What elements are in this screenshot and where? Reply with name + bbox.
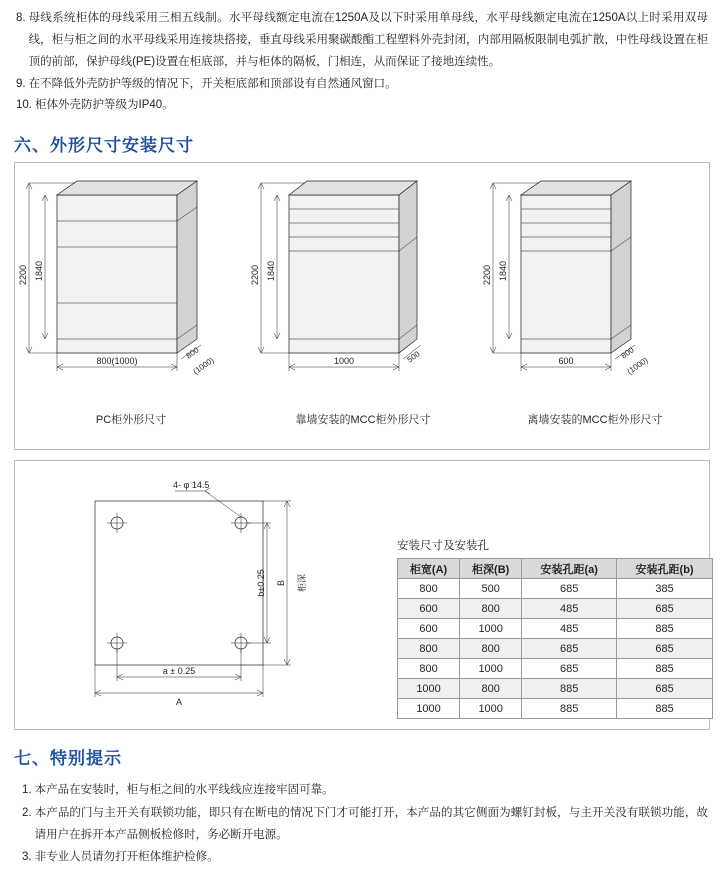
tip-number: 2. (22, 806, 32, 819)
table-cell: 800 (460, 599, 522, 619)
table-cell: 1000 (460, 659, 522, 679)
table-cell: 885 (522, 679, 617, 699)
tip-item (22, 802, 708, 847)
section-7-heading: 七、特别提示 (14, 749, 122, 769)
figure-2-width: 1000 (333, 356, 355, 367)
hole-callout: 4- φ 14.5 (173, 481, 210, 491)
table-cell: 1000 (398, 699, 460, 719)
mounting-dimensions-table-wrap (397, 537, 713, 719)
figure-1-width: 800(1000) (96, 356, 138, 367)
mounting-dimensions-table (397, 558, 713, 719)
tip-text: 非专业人员请勿打开柜体维护检修。 (34, 851, 219, 864)
note-item (16, 74, 708, 96)
table-cell: 600 (398, 619, 460, 639)
cabinet-dimension-panel (14, 162, 710, 450)
table-cell: 885 (617, 699, 713, 719)
hole-dim-A-label: A (175, 697, 183, 708)
table-row (398, 679, 713, 699)
table-cell: 685 (522, 579, 617, 599)
table-row (398, 579, 713, 599)
table-row (398, 699, 713, 719)
table-cell: 500 (460, 579, 522, 599)
table-header-cell: 安装孔距(a) (522, 559, 617, 579)
table-cell: 685 (522, 639, 617, 659)
section-6-heading: 六、外形尺寸安装尺寸 (14, 136, 194, 156)
table-cell: 1000 (460, 699, 522, 719)
table-cell: 685 (522, 659, 617, 679)
figure-2-height-inner: 1840 (266, 261, 276, 282)
figure-2-depth: 500 (405, 349, 422, 365)
table-cell: 885 (522, 699, 617, 719)
note-number: 8. (16, 12, 26, 24)
figure-mcc-wall-cabinet (247, 163, 479, 449)
figure-3-width: 600 (558, 356, 574, 367)
hole-dim-a: a ± 0.25 (162, 666, 196, 677)
table-cell: 600 (398, 599, 460, 619)
note-number: 10. (16, 99, 32, 112)
figure-3-depth-line1: 800 (619, 345, 636, 361)
table-cell: 800 (460, 639, 522, 659)
hole-depth-label: 柜深 (297, 574, 307, 593)
table-cell: 485 (522, 599, 617, 619)
tip-item (22, 846, 708, 868)
tip-text: 本产品的门与主开关有联锁功能，即只有在断电的情况下门才可能打开，本产品的其它侧面为螺钉封板，与主开关没有联锁功能，故请用户在拆开本产品侧板检修时，务必断开电源。 (34, 806, 708, 842)
figure-3-height-total: 2200 (482, 265, 492, 286)
table-cell: 485 (522, 619, 617, 639)
tip-text: 本产品在安装时，柜与柜之间的水平线线应连接牢固可靠。 (34, 784, 334, 797)
figure-3-height-inner: 1840 (498, 261, 508, 282)
note-number: 9. (16, 77, 26, 90)
note-item (16, 95, 708, 117)
table-header-row (398, 559, 713, 579)
table-cell: 685 (617, 639, 713, 659)
table-cell: 685 (617, 679, 713, 699)
table-cell: 685 (617, 599, 713, 619)
table-cell: 800 (398, 659, 460, 679)
table-header-cell: 柜深(B) (460, 559, 522, 579)
figure-1-height-inner: 1840 (34, 261, 44, 282)
note-text: 在不降低外壳防护等级的情况下，开关柜底部和顶部设有自然通风窗口。 (28, 77, 397, 90)
tip-number: 1. (22, 784, 32, 797)
table-cell: 800 (460, 679, 522, 699)
figure-pc-cabinet (15, 163, 247, 449)
table-row (398, 619, 713, 639)
figure-1-depth-line2: (1000) (191, 355, 216, 377)
hole-pattern-drawing (55, 481, 355, 711)
note-text: 柜体外壳防护等级为IP40。 (35, 99, 174, 112)
figure-1-height-total: 2200 (18, 265, 28, 286)
table-cell: 385 (617, 579, 713, 599)
tip-number: 3. (22, 851, 32, 864)
figure-2-caption: 靠墙安装的MCC柜外形尺寸 (295, 414, 431, 427)
table-cell: 1000 (460, 619, 522, 639)
figure-3-caption: 离墙安装的MCC柜外形尺寸 (527, 414, 663, 427)
figure-mcc-free-cabinet (479, 163, 711, 449)
table-cell: 800 (398, 639, 460, 659)
figure-1-caption: PC柜外形尺寸 (95, 414, 167, 427)
figure-1-depth-line1: 800 (184, 345, 201, 361)
tips-list (0, 775, 724, 869)
hole-dim-b: b±0.25 (256, 569, 266, 597)
table-cell: 885 (617, 659, 713, 679)
table-row (398, 599, 713, 619)
table-cell: 1000 (398, 679, 460, 699)
mounting-holes-panel (14, 460, 710, 730)
notes-list (0, 0, 724, 117)
table-header-cell: 柜宽(A) (398, 559, 460, 579)
tip-item (22, 779, 708, 801)
figure-2-height-total: 2200 (250, 265, 260, 286)
table-row (398, 639, 713, 659)
table-cell: 800 (398, 579, 460, 599)
hole-dim-B-label: B (276, 580, 286, 587)
table-header-cell: 安装孔距(b) (617, 559, 713, 579)
table-row (398, 659, 713, 679)
table-cell: 885 (617, 619, 713, 639)
note-text: 母线系统柜体的母线采用三相五线制。水平母线额定电流在1250A及以下时采用单母线，水平母线额定电流在1250A以上时采用双母线，柜与柜之间的水平母线采用连接块搭接，垂直母线采用聚碳酸酯工程塑料外壳封闭，内部用隔板限制电弧扩散，中性母线设置在柜顶的前部，保护母线(PE)设置在柜底部，并与柜体的隔板，门相连，从而保证了接地连续性。 (28, 12, 708, 68)
note-item (16, 8, 708, 74)
table-title: 安装尺寸及安装孔 (397, 540, 489, 553)
figure-3-depth-line2: (1000) (625, 355, 650, 377)
